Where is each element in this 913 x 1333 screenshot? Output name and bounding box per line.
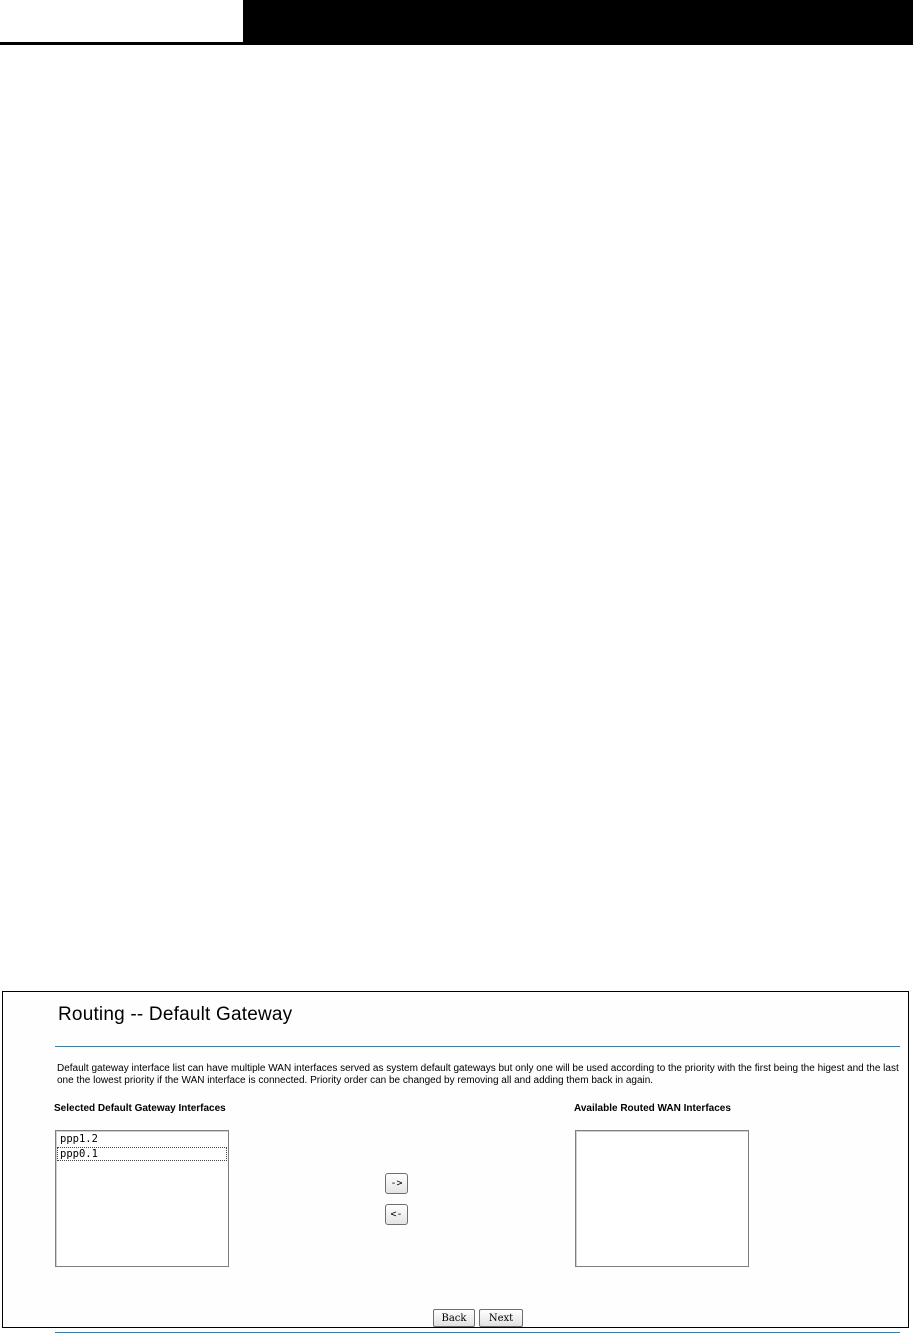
available-interfaces-listbox[interactable] (575, 1130, 749, 1267)
document-header-rule (0, 42, 913, 45)
next-button[interactable]: Next (479, 1309, 523, 1327)
move-left-button[interactable]: <- (385, 1204, 408, 1225)
back-button[interactable]: Back (433, 1309, 475, 1327)
list-option-ppp0-1[interactable]: ppp0.1 (57, 1147, 227, 1161)
description-text: Default gateway interface list can have multiple WAN interfaces served as system default gateways but only one will be used according to the priority with the first being the higest and the last one the lowest priority if the WAN interface is connected. Priority order can be changed by removing all and adding them back in again. (57, 1063, 899, 1086)
selected-interfaces-label: Selected Default Gateway Interfaces (54, 1103, 226, 1114)
list-option-ppp1-2[interactable]: ppp1.2 (60, 1133, 98, 1145)
page-title: Routing -- Default Gateway (58, 1004, 293, 1025)
available-interfaces-label: Available Routed WAN Interfaces (574, 1103, 731, 1114)
move-right-button[interactable]: -> (385, 1173, 408, 1194)
default-gateway-panel (2, 991, 909, 1328)
title-divider (55, 1046, 900, 1047)
selected-interfaces-listbox[interactable] (55, 1130, 229, 1267)
document-header-bar (243, 0, 913, 42)
